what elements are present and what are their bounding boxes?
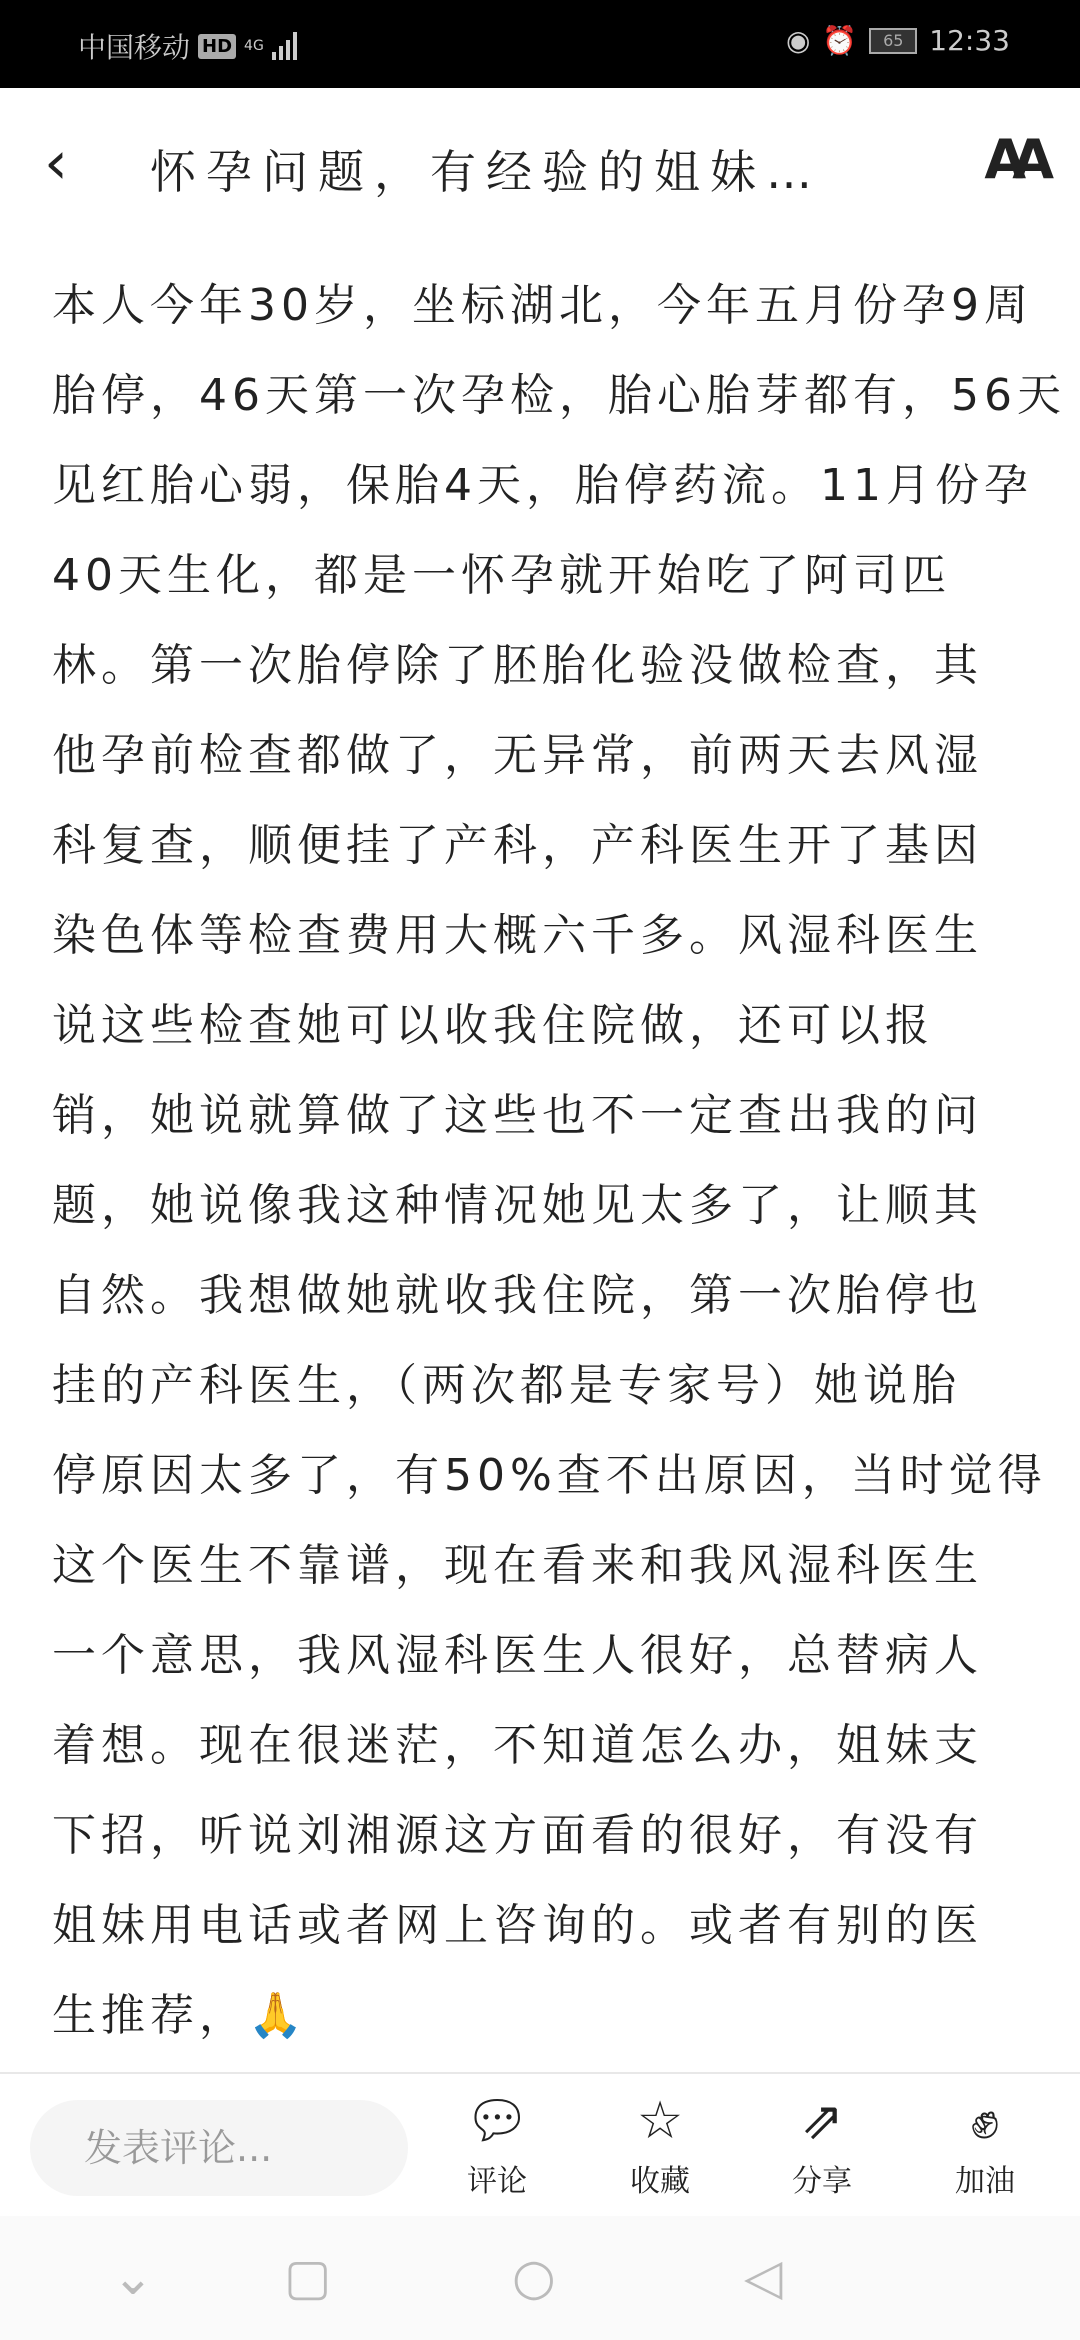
post-line: 下招，听说刘湘源这方面看的很好，有没有 xyxy=(52,1810,983,1861)
hd-icon: HD xyxy=(198,34,236,59)
post-line: 自然。我想做她就收我住院，第一次胎停也 xyxy=(52,1270,983,1321)
post-line: 题，她说像我这种情况她见太多了，让顺其 xyxy=(52,1180,983,1231)
clock: 12:33 xyxy=(929,24,1010,57)
post-line: 说这些检查她可以收我住院做，还可以报 xyxy=(52,1000,934,1051)
comment-label: 评论 xyxy=(467,2164,527,2199)
post-line: 他孕前检查都做了，无异常，前两天去风湿 xyxy=(52,730,983,781)
post-body xyxy=(52,278,1066,2078)
post-line: 姐妹用电话或者网上咨询的。或者有别的医 xyxy=(52,1900,983,1951)
battery-icon: 65 xyxy=(869,28,917,54)
comment-button[interactable] xyxy=(442,2090,552,2200)
post-line: 这个医生不靠谱，现在看来和我风湿科医生 xyxy=(52,1540,983,1591)
post-line: 着想。现在很迷茫，不知道怎么办，姐妹支 xyxy=(52,1720,983,1771)
fist-icon: ✊︎ xyxy=(970,2091,1000,2151)
post-line: 林。第一次胎停除了胚胎化验没做检查，其 xyxy=(52,640,983,691)
alarm-icon: ⏰ xyxy=(822,24,858,57)
status-bar xyxy=(0,0,1080,88)
post-line: 40天生化，都是一怀孕就开始吃了阿司匹 xyxy=(52,550,951,601)
share-label: 分享 xyxy=(792,2164,852,2199)
header xyxy=(0,88,1080,228)
carrier-name: 中国移动 xyxy=(78,31,191,64)
cheer-button[interactable] xyxy=(930,2090,1040,2200)
post-line: 染色体等检查费用大概六千多。风湿科医生 xyxy=(52,910,983,961)
post-line: 科复查，顺便挂了产科，产科医生开了基因 xyxy=(52,820,983,871)
post-line: 胎停，46天第一次孕检，胎心胎芽都有，56天 xyxy=(52,370,1066,421)
favorite-label: 收藏 xyxy=(630,2164,690,2199)
back-icon[interactable]: ‹ xyxy=(44,128,68,198)
home-icon[interactable]: ○ xyxy=(512,2248,556,2306)
post-line: 停原因太多了，有50%查不出原因，当时觉得 xyxy=(52,1450,1047,1501)
comment-icon: 💬︎ xyxy=(463,2091,530,2151)
post-line: 一个意思，我风湿科医生人很好，总替病人 xyxy=(52,1630,983,1681)
system-nav-bar xyxy=(0,2216,1080,2340)
share-button[interactable] xyxy=(767,2090,877,2200)
font-size-button[interactable]: AA xyxy=(984,128,1040,191)
favorite-button[interactable] xyxy=(605,2090,715,2200)
recents-icon[interactable]: ▢ xyxy=(284,2248,332,2306)
post-line: 本人今年30岁，坐标湖北，今年五月份孕9周 xyxy=(52,280,1033,331)
signal-icon xyxy=(272,32,297,60)
post-line: 见红胎心弱，保胎4天，胎停药流。11月份孕 xyxy=(52,460,1033,511)
post-line: 挂的产科医生，（两次都是专家号）她说胎 xyxy=(52,1360,961,1411)
back-nav-icon[interactable]: ◁ xyxy=(744,2248,783,2306)
star-icon: ☆ xyxy=(636,2091,684,2151)
cheer-label: 加油 xyxy=(955,2164,1015,2199)
share-icon: ⇗ xyxy=(800,2091,844,2151)
network-type: 4G xyxy=(244,38,264,54)
action-bar xyxy=(0,2074,1080,2216)
post-line: 销，她说就算做了这些也不一定查出我的问 xyxy=(52,1090,983,1141)
comment-input[interactable]: 发表评论... xyxy=(30,2100,408,2196)
hide-nav-icon[interactable]: ⌄ xyxy=(112,2248,154,2306)
eye-icon: ◉ xyxy=(785,24,811,57)
page-title: 怀孕问题，有经验的姐妹… xyxy=(150,145,822,199)
post-line: 生推荐，🙏 xyxy=(52,1990,308,2041)
